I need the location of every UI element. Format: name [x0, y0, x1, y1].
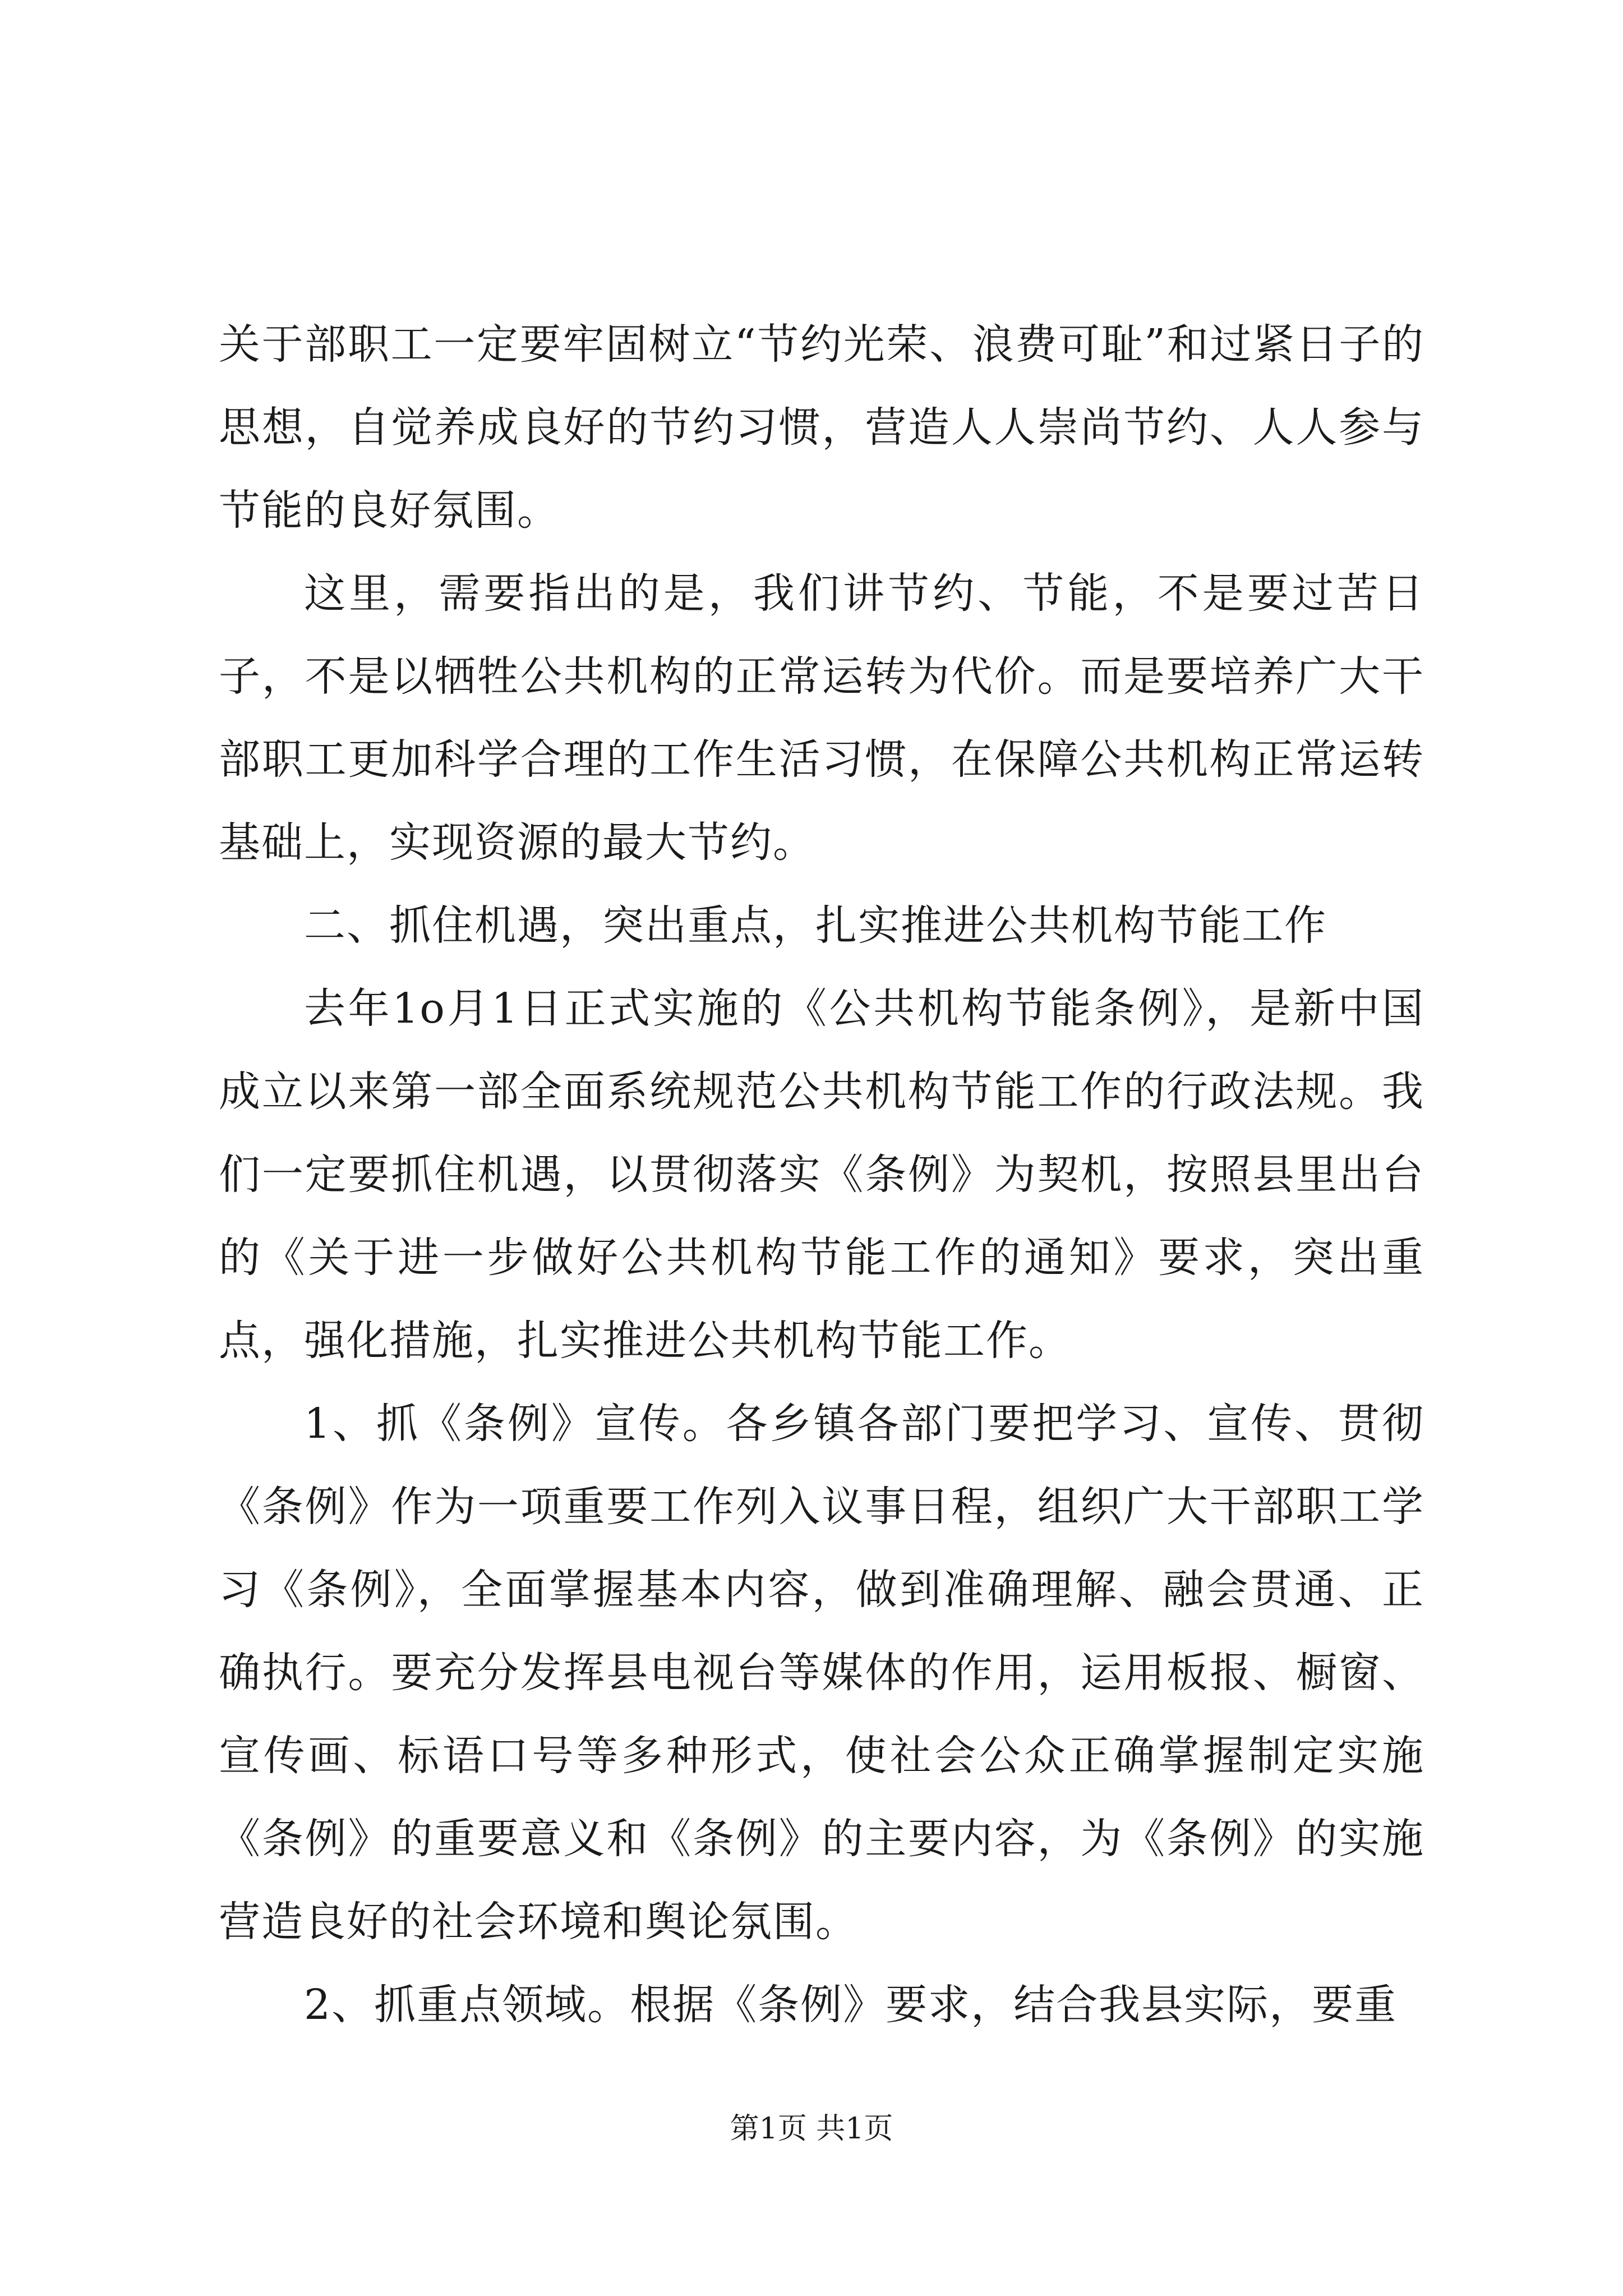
page-footer: 第1页 共1页: [730, 2112, 893, 2146]
paragraph: 1、抓《条例》宣传。各乡镇各部门要把学习、宣传、贯彻《条例》作为一项重要工作列入议事日程，组织广大干部职工学习《条例》，全面掌握基本内容，做到准确理解、融会贯通、正确执行。要充分发挥县电视台等媒体的作用，运用板报、橱窗、宣传画、标语口号等多种形式，使社会公众正确掌握制定实施《条例》的重要意义和《条例》的主要内容，为《条例》的实施营造良好的社会环境和舆论氛围。: [219, 1400, 1424, 1946]
section-heading: 二、抓住机遇，突出重点，扎实推进公共机构节能工作: [304, 901, 1327, 950]
paragraph: 关于部职工一定要牢固树立“节约光荣、浪费可耻”和过紧日子的思想，自觉养成良好的节约习惯，营造人人崇尚节约、人人参与节能的良好氛围。: [219, 320, 1424, 535]
paragraph: 去年1o月1日正式实施的《公共机构节能条例》，是新中国成立以来第一部全面系统规范公共机构节能工作的行政法规。我们一定要抓住机遇，以贯彻落实《条例》为契机，按照县里出台的《关于进一步做好公共机构节能工作的通知》要求，突出重点，强化措施，扎实推进公共机构节能工作。: [219, 984, 1424, 1365]
paragraph: 这里，需要指出的是，我们讲节约、节能，不是要过苦日子，不是以牺牲公共机构的正常运转为代价。而是要培养广大干部职工更加科学合理的工作生活习惯，在保障公共机构正常运转基础上，实现资源的最大节约。: [219, 569, 1424, 867]
paragraph: 2、抓重点领域。根据《条例》要求，结合我县实际，要重: [304, 1981, 1398, 2029]
document-body: [219, 303, 1424, 2046]
